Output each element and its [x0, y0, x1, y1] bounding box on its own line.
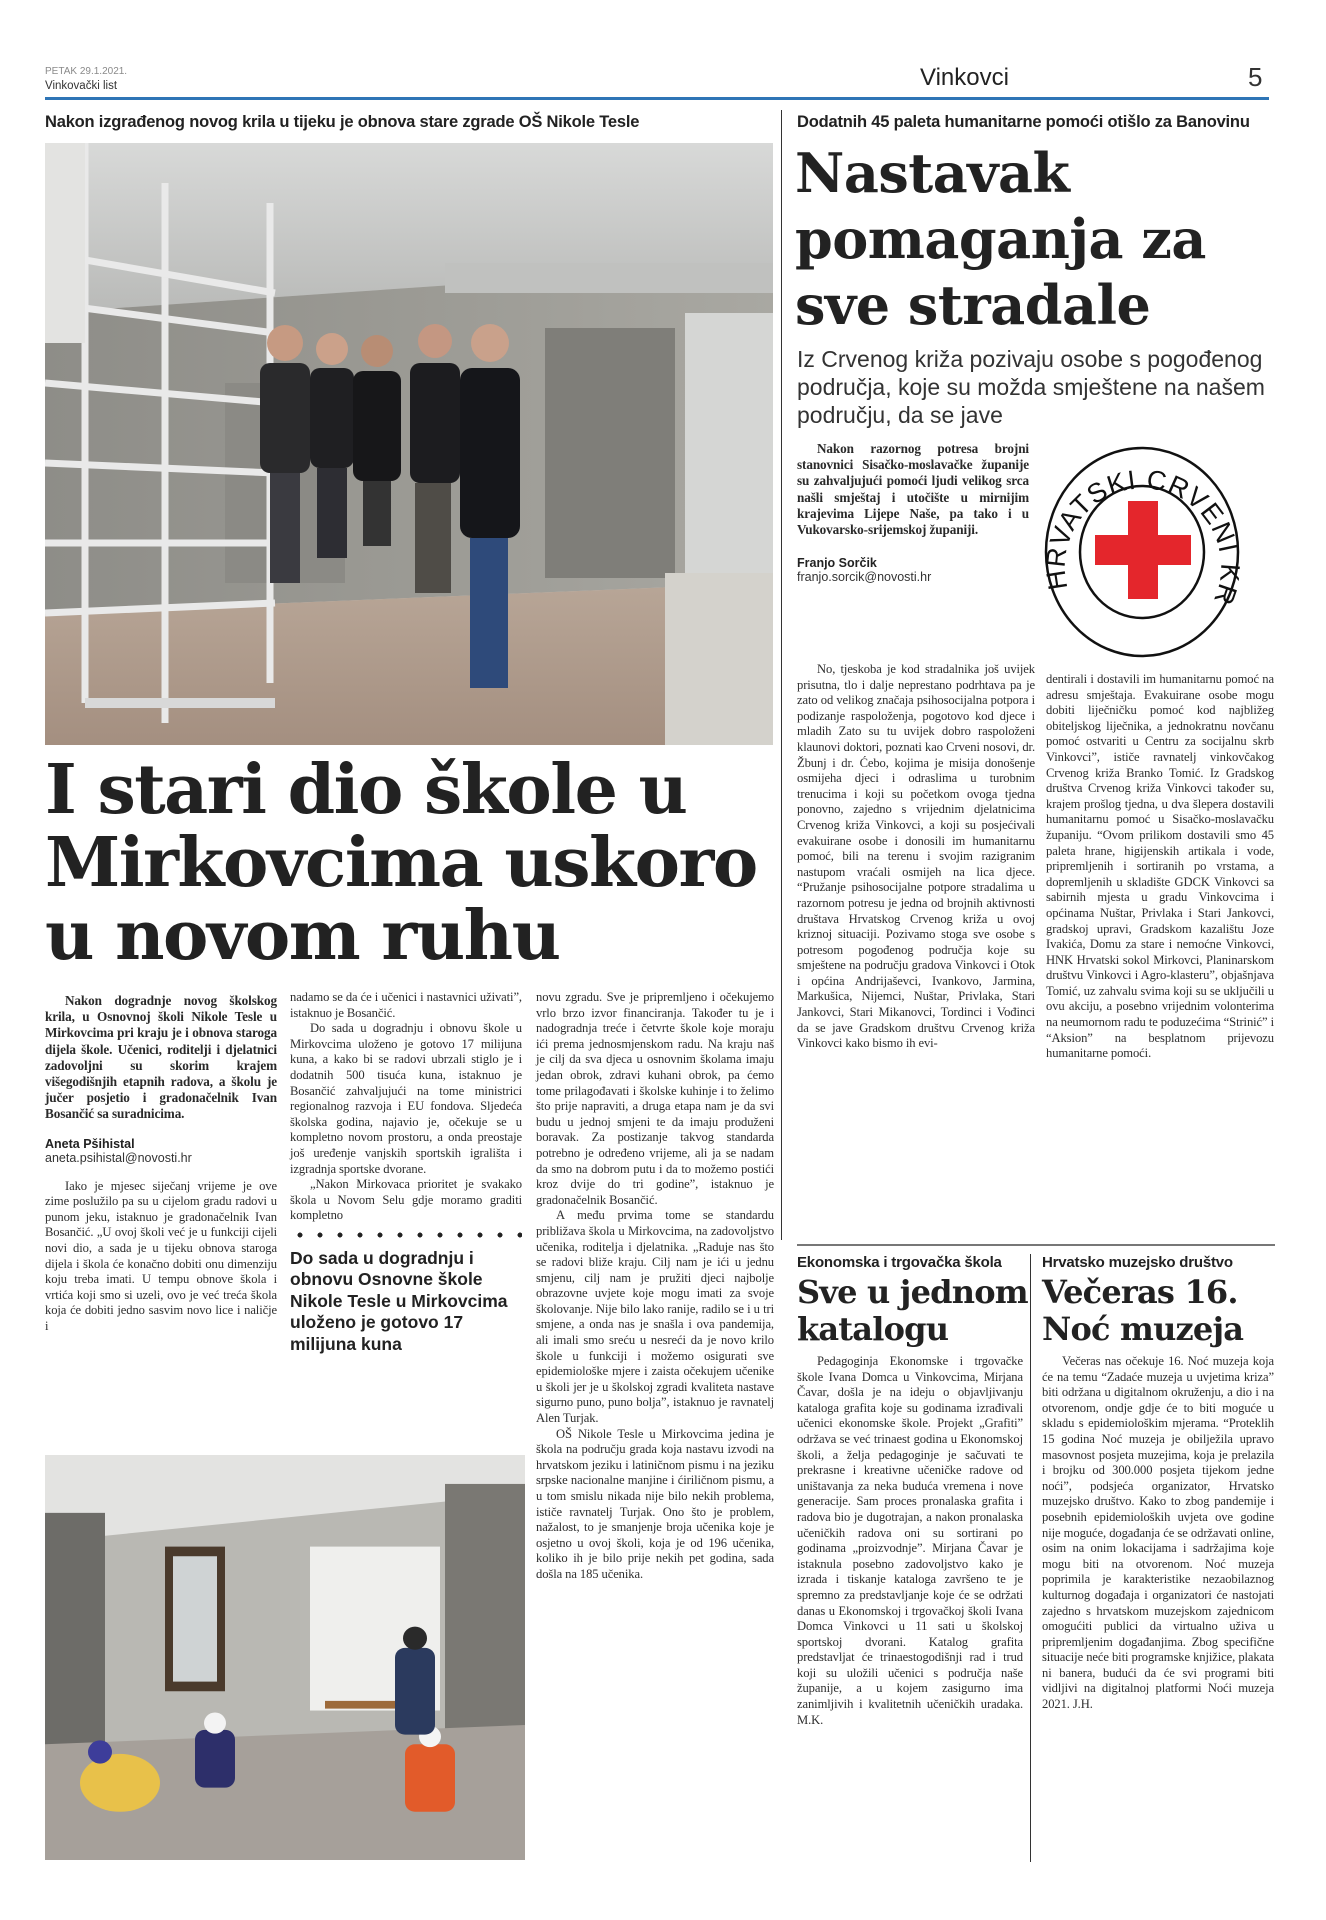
paragraph: novu zgradu. Sve je pripremljeno i očekujemo vrlo brzo izvor financiranja. Također tu je i nadogradnja treće i četvrte škole koje moraju ići prema jednosmjenskom radu. Na kraju naš je cilj da sva djeca u osnovnim školama imaju jedan obrok, zdravi kuhani obrok, pa ćemo tome prilagođavati i školske kuhinje i to želimo što prije napraviti, a druga etapa nam je da svi budu u jednoj smjeni te da imaju produženi boravak. Za postizanje takvog standarda potrebno je određeno vrijeme, ali ja se nadam da smo na dobrom putu i da to možemo postići kroz dvije do tri godine”, istaknuo je gradonačelnik Bosančić.: [536, 990, 774, 1207]
school-headline-line: I stari dio škole u: [45, 750, 687, 830]
paragraph: nadamo se da će i učenici i nastavnici uživati”, istaknuo je Bosančić.: [290, 990, 522, 1020]
school-interior-image: [45, 143, 773, 745]
redcross-author: Franjo Sorčik: [797, 556, 877, 571]
school-lead-text: Nakon dogradnje novog školskog krila, u Osnovnoj školi Nikole Tesle u Mirkovcima pri kraju je i obnova staroga dijela škole. Učenici, roditelji i djelatnici zadovoljni su skorim krajem višegodišnjih etapnih radova, a školu je jučer posjetio i gradonačelnik Ivan Bosančić sa suradnicima.: [45, 993, 277, 1122]
redcross-headline: [795, 140, 1315, 338]
paragraph: Večeras nas očekuje 16. Noć muzeja koja će na temu “Zadaće muzeja u uvjetima kriza” biti održana u digitalnom okruženju, a dio i na otvorenom, ondje gdje će to biti moguće u skladu s epidemiološkim mjerama. “Proteklih 15 godina Noć muzeja je obilježila upravo masovnost posjeta muzejima, koja je prelazila i brojku od 300.000 posjeta tijekom jedne noći”, podsjeća organizator, Hrvatsko muzejsko društvo. Kako to zbog pandemije i posebnih epidemioloških uvjeta ove godine nije moguće, događanja će se održavati online, osim na onim lokacijama i sadržajima koje mogu biti na otvorenom. Noć muzeja poprimila je karakteristike nezaobilaznog kulturnog događaja i organizatori će nastojati zajedno s hrvatskom muzejskom zajednicom omogućiti publici da virtualno uživa u pripremljenim događanjima. Zbog specifične situacije neće biti programske knjižice, plakata ni banera, budući da će svi programi biti vidljivi na digitalnoj platformi Noći muzeja 2021. J.H.: [1042, 1354, 1274, 1712]
paragraph: dentirali i dostavili im humanitarnu pomoć na adresu smještaja. Evakuirane osobe mogu dobiti liječničku pomoć kod najbližeg obiteljskog liječnika, a jednokratnu novčanu pomoć ostvariti u Centru za socijalnu skrb Vinkovci”, ističe ravnatelj vinkovčakog Crvenog križa Branko Tomić. Iz Gradskog društva Crvenog križa Vinkovci također su, krajem prošlog tjedna, u dva šlepera dostavili humanitarnu pomoć u Sisačko-moslavačku županiju. “Ovom prilikom dostavili smo 45 paleta hrane, higijenskih artikala i vode, pripremljenih i sortiranih po vrstama, a dopremljenih u skladište GDCK Vinkovci sa sabirnih mjesta u gradu Vinkovcima i općinama Nuštar, Privlaka i Stari Jankovci, gradskoj upravi, Gradskom kazalištu Joze Ivakića, Domu za stare i nemoćne Vinkovci, HNK Hrvatski sokol Mirkovci, Planinarskom društvu Vinkovci i Agro-klasteru”, objašnjava Tomić, uz zahvalu svima koji su se uključili u ovu akciju, a posebno vrijednim volonterima na neumornom radu te poduzećima “Strinić” i “Aksion” na besplatnom prijevozu humanitarne pomoći.: [1046, 672, 1274, 1061]
redcross-lead-text: Nakon razornog potresa brojni stanovnici Sisačko-moslavačke županije su zahvaljujući pomoći ljudi velikog srca našli smještaj i utočište u mirnijim krajevima Lijepe Naše, pa tako i u Vukovarsko-srijemskoj županiji.: [797, 441, 1029, 538]
school-lead: [45, 993, 277, 1123]
paragraph: No, tjeskoba je kod stradalnika još uvijek prisutna, tlo i dalje neprestano podrhtava pa je zato od velikog značaja psihosocijalna potpora i podizanje raspoloženja, pogotovo kod djece i mladih Zato su tu uvijek dobro raspoloženi klaunovi doktori, poznati kao Crveni nosovi, dr. Žbunj i dr. Ćebo, kojima je misija donošenje osmijeha djeci i odraslima u turobnim trenucima i koji su početkom ovoga tjedna ponovno, zajedno s vrijednim djelatnicima Crvenog križa Vinkovci, a koji su posjećivali evakuirane osobe i donosili im humanitarnu pomoć, bili na terenu i svojim razigranim nastupom vraćali osmijeh na lica djece. “Pružanje psihosocijalne potpore stradalima u razornom potresu je jedna od brojnih aktivnosti društava Hrvatskog Crvenog križa u ovoj kriznoj situaciji. Pozivamo stoga sve osobe s potresom pogođenog područja koje su smještene na području gradova Vinkovci i Otok i općina Andrijaševci, Ivankovo, Jarmina, Markušica, Nijemci, Nuštar, Privlaka, Stari Jankovci, Stari Mikanovci, Tordinci i Vođinci da se jave Gradskom društvu Crvenog križa Vinkovci kako bismo ih evi-: [797, 662, 1035, 1051]
redcross-lead-block: [797, 441, 1029, 584]
catalog-headline-line: katalogu: [797, 1310, 949, 1348]
header-rule: [45, 97, 1269, 100]
section-title: Vinkovci: [920, 64, 1009, 91]
redcross-body-col1: [797, 662, 1035, 1052]
column-divider: [1030, 1254, 1031, 1862]
school-headline-line: u novom ruhu: [45, 896, 560, 976]
issue-date: PETAK 29.1.2021.: [45, 66, 128, 77]
school-column-3: [536, 990, 774, 1583]
redcross-headline-line: Nastavak: [795, 141, 1070, 205]
catalog-body: [797, 1354, 1023, 1728]
paragraph: Iako je mjesec siječanj vrijeme je ove zime poslužilo pa su u cijelom gradu radovi u punom jeku, istaknuo je gradonačelnik Ivan Bosančić. „U ovoj školi već je u funkciji cijeli novi dio, a sada je u tijeku obnova staroga dijela i škola će konačno dobiti onu dimenziju koju treba imati. U tempu obnove škola i vrtića koji smo si uzeli, ovo je već treća škola koja će dobiti jedno sasvim novo lice i naličje i: [45, 1178, 277, 1333]
school-body-col1: [45, 1179, 277, 1335]
red-cross-horizontal: [1095, 535, 1191, 565]
redcross-kicker: Dodatnih 45 paleta humanitarne pomoći otišlo za Banovinu: [797, 113, 1250, 131]
redcross-lead: [797, 441, 1029, 538]
paragraph: A među prvima tome se standardu približava škola u Mirkovcima, na zadovoljstvo učenika, roditelja i djelatnika. „Raduje nas što se radovi bliže kraju. Cilj nam je ići u jednu smjenu, cilj nam je pružiti djeci najbolje obrazovne uvjete koje mogu imati za svoje školovanje. Nije bilo lako ranije, radilo se i u tri smjene, a onda nas je snašla i ova pandemija, ali imali smo sreću u nesreći da je novo krilo škole u funkciji i možemo osigurati sve epidemiološke mjere i zaista očekujem učenike u školi jer je u školskoj zgradi kvaliteta nastave sigurno puno, puno bolja”, istaknuo je ravnatelj Alen Turjak.: [536, 1208, 774, 1426]
school-kicker: Nakon izgrađenog novog krila u tijeku je obnova stare zgrade OŠ Nikole Tesle: [45, 113, 640, 131]
logo-text: HRVATSKI CRVEN R: [1040, 464, 1240, 610]
school-body-col3: [536, 990, 774, 1583]
paragraph: OŠ Nikole Tesle u Mirkovcima jedina je škola na području grada koja nastavu izvodi na hrvatskom jeziku i latiničnom pismu i na jeziku srpske nacionalne manjine i ćiriličnom pismu, a u tom smislu nikada nije bilo nekih problema, ističe ravnatelj Turjak. Ono što je problem, nažalost, to je smanjenje broja učenika koje je osjetno u ovoj školi, koja je od 196 učenika, koliko ih je bilo prije nekih pet godina, sada došla na 185 učenika.: [536, 1426, 774, 1581]
catalog-headline-line: Sve u jednom: [797, 1273, 1028, 1311]
museum-headline: [1042, 1274, 1274, 1348]
museum-body: [1042, 1354, 1274, 1713]
school-author-email: aneta.psihistal@novosti.hr: [45, 1150, 192, 1165]
school-body-col2: [290, 990, 522, 1224]
museum-headline-line: Noć muzeja: [1042, 1310, 1244, 1348]
paragraph: „Nakon Mirkovaca prioritet je svakako škola u Novom Selu gdje moramo graditi kompletno: [290, 1177, 522, 1223]
pullquote: Do sada u dogradnju i obnovu Osnovne škole Nikole Tesle u Mirkovcima uloženo je gotovo 17 milijuna kuna: [290, 1247, 508, 1354]
redcross-headline-line: pomaganja za: [795, 207, 1206, 271]
museum-headline-line: Večeras 16.: [1042, 1273, 1238, 1311]
column-divider: [781, 110, 782, 1240]
redcross-headline-line: sve stradale: [795, 273, 1151, 337]
workers-image: [45, 1455, 525, 1860]
pullquote-dots: [290, 1232, 522, 1238]
museum-kicker: Hrvatsko muzejsko društvo: [1042, 1254, 1233, 1271]
school-author: Aneta Pšihistal: [45, 1136, 135, 1151]
catalog-kicker: Ekonomska i trgovačka škola: [797, 1254, 1002, 1271]
school-column-1: [45, 993, 277, 1335]
school-main-photo: [45, 143, 773, 745]
red-cross-emblem-icon: [1040, 444, 1240, 660]
section-divider: [797, 1244, 1275, 1246]
school-headline: [45, 750, 775, 976]
paragraph: Do sada u dogradnju i obnovu škole u Mirkovcima uloženo je gotovo 17 milijuna kuna, a kako bi se radovi ubrzali stiglo je i dodatnih 500 tisuća kuna, istaknuo je Bosančić zahvaljujući na tome ministrici regionalnog razvoja i EU fondova. Sljedeća školska godina, najavio je, očekuje se u kompletno novom prostoru, a onda preostaje još uređenje vanjskih sportskih igrališta i izgradnja sportske dvorane.: [290, 1021, 522, 1176]
school-column-2: [290, 990, 522, 1355]
page-number: 5: [1248, 62, 1263, 92]
redcross-subhead: Iz Crvenog križa pozivaju osobe s pogođenog područja, koje su možda smještene na našem području, da se jave: [797, 346, 1265, 428]
catalog-headline: [797, 1273, 1028, 1348]
newspaper-name: Vinkovački list: [45, 80, 118, 92]
paragraph: Pedagoginja Ekonomske i trgovačke škole Ivana Domca u Vinkovcima, Mirjana Čavar, došla je na ideju o objavljivanju kataloga grafita koje su godinama izrađivali učenici ekonomske škole. Projekt „Grafiti” održava se već trinaest godina u Ekonomskoj školi, a želja pedagoginje je sačuvati te prekrasne i kreativne učeničke radove od uništavanja za neka buduća vremena i nove generacije. Sam proces pronalaska grafita i radova bio je dugotrajan, a nakon pronalaska učeničkih radova oni su sortirani po godinama „proizvodnje”. Mirjana Čavar je istaknula posebno zadovoljstvo kako je izrada i tiskanje kataloga završeno te je spremno za predstavljanje koje će se održati danas u Ekonomskoj i trgovačkoj školi Ivana Domca Vinkovci u 11 sati u školskoj sportskoj dvorani. Katalog grafita predstavljat će trinaestogodišnji rad i trud koji su uložili učenici s područja naše županije, a u kojem zasigurno ima zanimljivih i kvalitetnih učeničkih uradaka. M.K.: [797, 1354, 1023, 1727]
red-cross-logo: [1040, 444, 1240, 660]
redcross-author-email: franjo.sorcik@novosti.hr: [797, 570, 932, 585]
school-headline-line: Mirkovcima uskoro: [45, 823, 757, 903]
school-workers-photo: [45, 1455, 525, 1860]
redcross-body-col2: [1046, 672, 1274, 1062]
